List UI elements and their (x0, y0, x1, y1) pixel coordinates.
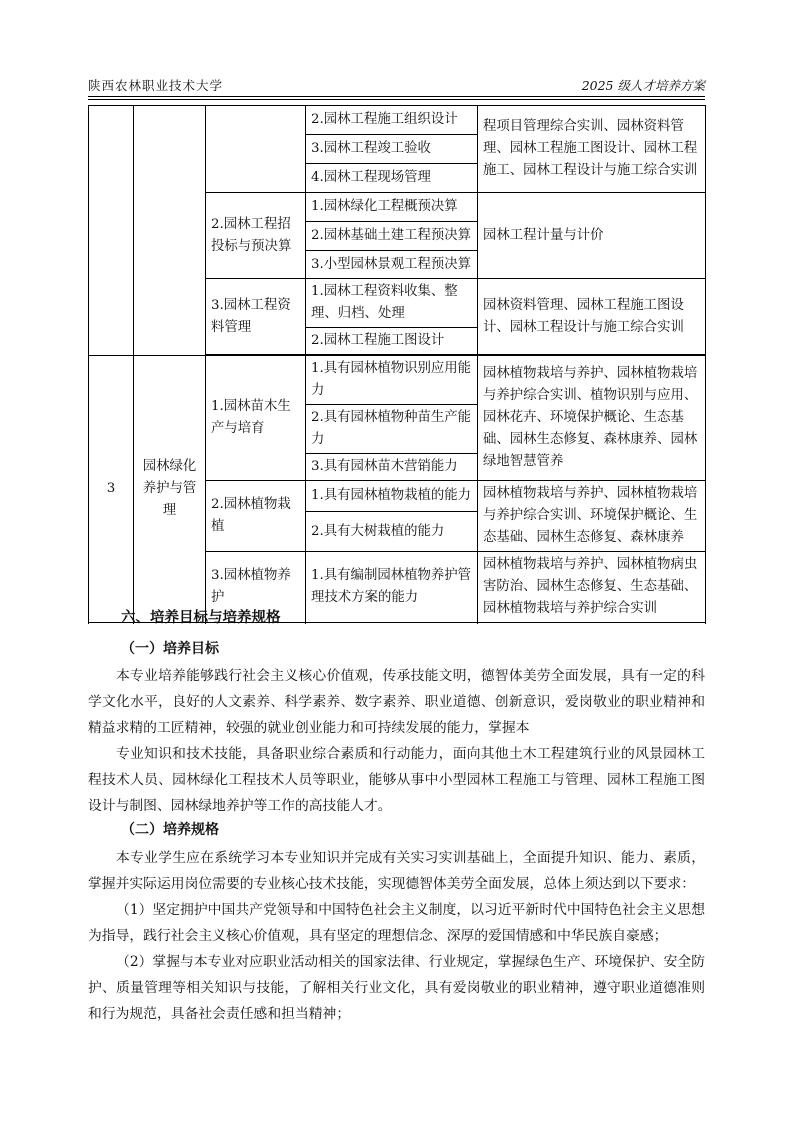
goals-paragraph-1 (88, 663, 705, 741)
table-cell-item: 1.具有园林植物识别应用能力 (306, 356, 478, 405)
table-cell-courses: 园林植物栽培与养护、园林植物栽培与养护综合实训、环境保护概论、生态基础、园林生态修复、森林康养 (478, 481, 706, 552)
table-cell-item: 4.园林工程现场管理 (306, 164, 478, 193)
table-cell-area (134, 106, 206, 356)
table-cell-item: 2.园林工程施工组织设计 (306, 106, 478, 135)
table-cell-no (89, 106, 134, 356)
specs-paragraph-3 (88, 949, 705, 1027)
table-cell-task: 2.园林植物栽植 (206, 481, 306, 552)
table-cell-courses: 园林植物栽培与养护、园林植物病虫害防治、园林生态修复、生态基础、园林植物栽培与养护综合实训 (478, 552, 706, 623)
table-cell-courses: 园林植物栽培与养护、园林植物栽培与养护综合实训、植物识别与应用、园林花卉、环境保护概论、生态基础、园林生态修复、森林康养、园林绿地智慧管养 (478, 356, 706, 481)
table-cell-courses: 园林工程计量与计价 (478, 193, 706, 279)
specs-paragraph-1 (88, 845, 705, 897)
table-cell-item: 1.园林工程资料收集、整理、归档、处理 (306, 279, 478, 328)
table-cell-task: 3.园林植物养护 (206, 552, 306, 623)
paragraph-text: 专业知识和技术技能，具备职业综合素质和行动能力，面向其他土木工程建筑行业的风景园林工程技术人员、园林绿化工程技术人员等职业，能够从事中小型园林工程施工与管理、园林工程施工图设计与制图、园林绿地养护等工作的高技能人才。 (88, 746, 705, 814)
table-cell-item: 2.园林工程施工图设计 (306, 328, 478, 355)
subsection-title-goals: （一）培养目标 (121, 641, 219, 657)
table-cell-item: 1.具有编制园林植物养护管理技术方案的能力 (306, 552, 478, 623)
table-cell-item: 3.小型园林景观工程预决算 (306, 251, 478, 279)
table-cell-task: 1.园林苗木生产与培育 (206, 356, 306, 481)
section-title: 六、培养目标与培养规格 (121, 610, 281, 626)
subsection-title-specs: （二）培养规格 (121, 822, 219, 838)
page-header (88, 76, 705, 94)
table-row (89, 356, 706, 405)
table-cell-item: 3.园林工程竣工验收 (306, 135, 478, 164)
goals-paragraph-2 (88, 741, 705, 819)
table-cell-item: 2.具有大树栽植的能力 (306, 512, 478, 552)
paragraph-text: （2）掌握与本专业对应职业活动相关的国家法律、行业规定，掌握绿色生产、环境保护、安全防护、质量管理等相关知识与技能，了解相关行业文化，具有爱岗敬业的职业精神，遵守职业道德准则和行为规范，具备社会责任感和担当精神； (88, 954, 705, 1022)
paragraph-text: （1）坚定拥护中国共产党领导和中国特色社会主义制度，以习近平新时代中国特色社会主义思想为指导，践行社会主义核心价值观，具有坚定的理想信念、深厚的爱国情感和中华民族自豪感； (88, 902, 705, 944)
header-rule-thin (88, 99, 705, 100)
table-cell-area: 园林绿化养护与管理 (134, 356, 206, 623)
header-institution: 陕西农林职业技术大学 (88, 78, 224, 93)
header-doc-title: 2025 级人才培养方案 (581, 78, 705, 93)
table-cell-item: 3.具有园林苗木营销能力 (306, 454, 478, 481)
specs-paragraph-2 (88, 897, 705, 949)
table-cell-item: 2.具有园林植物种苗生产能力 (306, 405, 478, 454)
table-cell-task (206, 106, 306, 193)
table-cell-item: 1.具有园林植物栽植的能力 (306, 481, 478, 512)
table-row (89, 106, 706, 135)
table-cell-item: 1.园林绿化工程概预决算 (306, 193, 478, 222)
table-cell-task: 3.园林工程资料管理 (206, 279, 306, 355)
table-cell-courses: 程项目管理综合实训、园林资料管理、园林工程施工图设计、园林工程施工、园林工程设计与施工综合实训 (478, 106, 706, 193)
paragraph-text: 本专业培养能够践行社会主义核心价值观，传承技能文明，德智体美劳全面发展，具有一定的科学文化水平，良好的人文素养、科学素养、数字素养、职业道德、创新意识，爱岗敬业的职业精神和精益求精的工匠精神，较强的就业创业能力和可持续发展的能力，掌握本 (88, 668, 705, 736)
table-cell-item: 2.园林基础土建工程预决算 (306, 222, 478, 251)
competency-course-table (88, 105, 706, 623)
paragraph-text: 本专业学生应在系统学习本专业知识并完成有关实习实训基础上，全面提升知识、能力、素质，掌握并实际运用岗位需要的专业核心技术技能，实现德智体美劳全面发展，总体上须达到以下要求： (88, 850, 705, 892)
table-cell-task: 2.园林工程招投标与预决算 (206, 193, 306, 279)
header-rule-thick (88, 96, 705, 97)
table-cell-no: 3 (89, 356, 134, 623)
table-cell-courses: 园林资料管理、园林工程施工图设计、园林工程设计与施工综合实训 (478, 279, 706, 355)
